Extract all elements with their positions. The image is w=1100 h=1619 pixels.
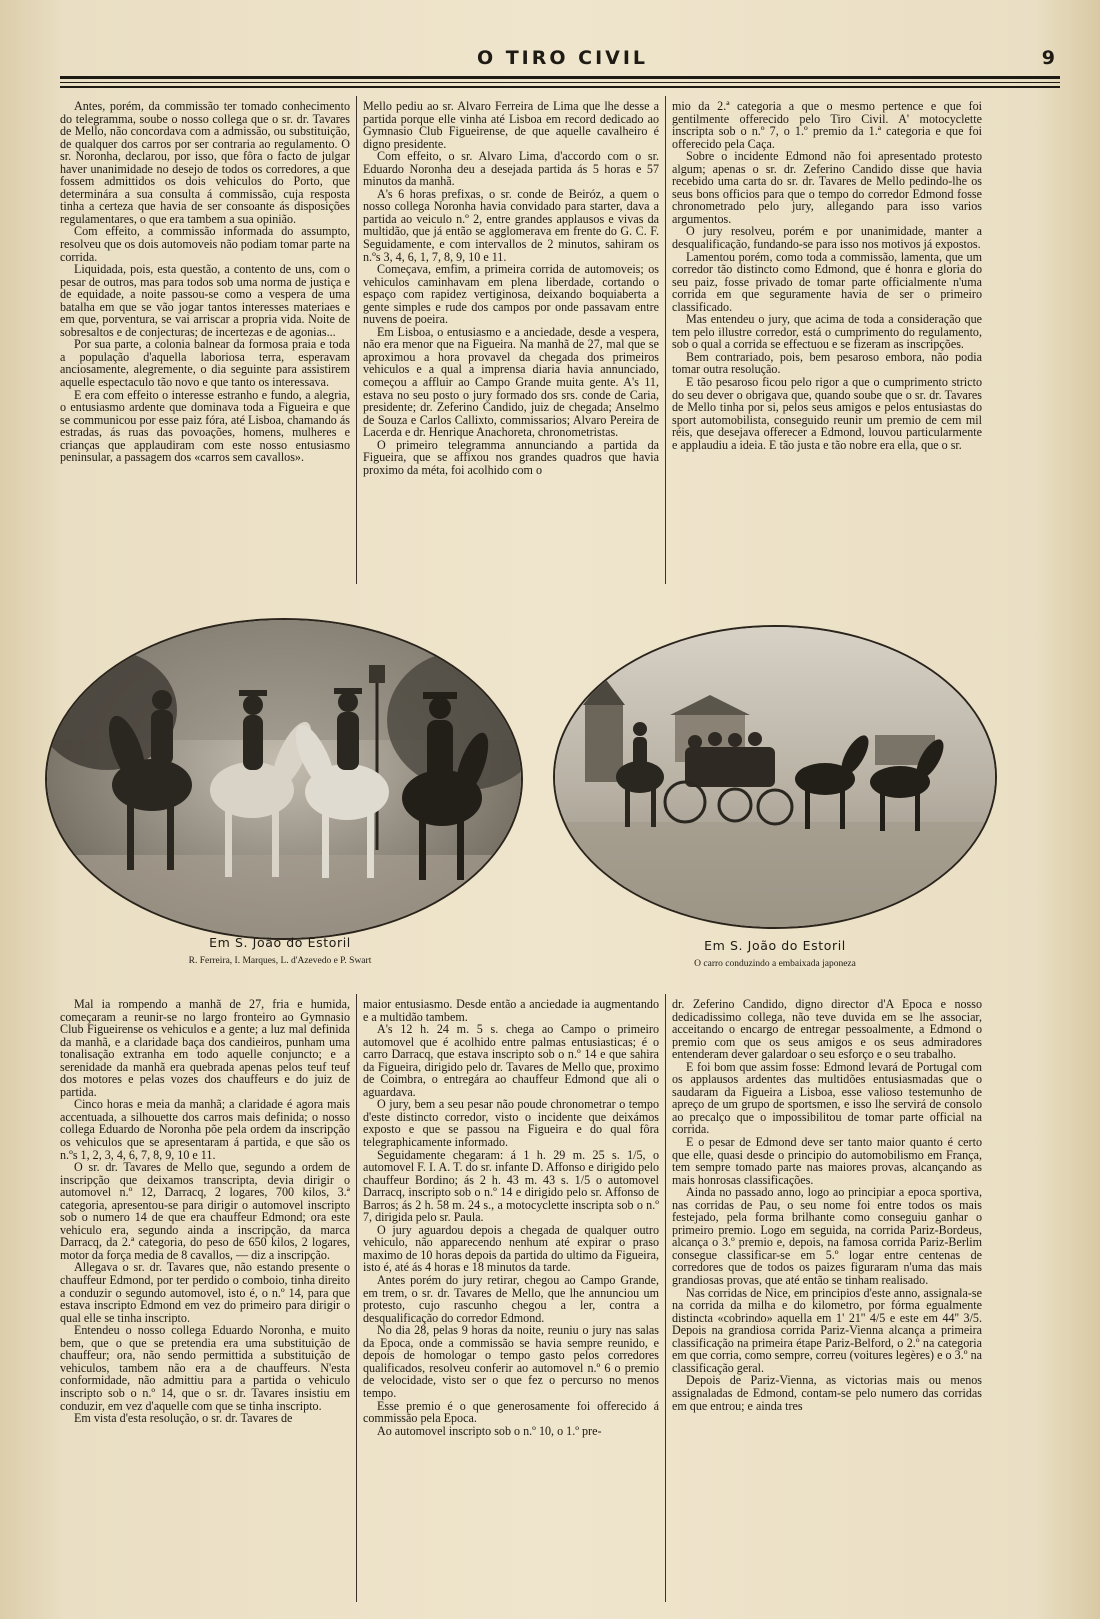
photo-caption-1 bbox=[100, 935, 460, 966]
paragraph: O jury resolveu, porém e por unanimidade, manter a desqualificação, fundando-se para isso nos motivos já expostos. bbox=[672, 224, 982, 252]
paragraph: Nas corridas de Nice, em principios d'este anno, assignala-se na corrida da milha e do kilometro, por fórma egualmente distincta «cobrindo» aquella em 1' 21'' 4/5 e este em 44'' 3/5. Depois na grandiosa corrida Pariz-Vienna alcança a primeira classificação na primeira étape Pariz-Belford, o 2.º na categoria em que corria, como sempre, correu (voitures legères) e o 3.º na classificação geral. bbox=[672, 1285, 982, 1375]
publication-title: O TIRO CIVIL bbox=[476, 47, 649, 69]
paragraph: Antes, porém, da commissão ter tomado conhecimento do telegramma, soube o nosso collega que o sr. dr. Tavares de Mello, não concordava com a admissão, ou substituição, de qualquer dos carros por ser contraria ao regulamento. O sr. Noronha, declarou, por isso, que fôra o facto de julgar haver unanimidade no desejo de todos os corredores, a que fossem admittidos os dois vehiculos do Porto, que determinára a sua consulta á commissão, cuja resposta tinha a certeza que havia de ser consoante ás disposições regulamentares, o que era tambem a sua opinião. bbox=[60, 100, 350, 226]
paragraph: maior entusiasmo. Desde então a anciedade ia augmentando e a multidão tambem. bbox=[363, 998, 659, 1024]
paragraph: A's 6 horas prefixas, o sr. conde de Beiróz, a quem o nosso collega Noronha havia convidado para starter, dava a partida ao veiculo n.º 2, entre grandes applausos e vivas da multidão, que já então se agglomerava em frente do G. C. F. Seguidamente, e com intervallos de 2 minutos, sahiram os n.ºs 3, 4, 6, 1, 7, 8, 9, 10 e 11. bbox=[363, 186, 659, 264]
paragraph: Com effeito, a commissão informada do assumpto, resolveu que os dois automoveis não podiam tomar parte na corrida. bbox=[60, 224, 350, 264]
column-divider bbox=[665, 994, 666, 1602]
paragraph: Esse premio é o que generosamente foi offerecido á commissão pela Epoca. bbox=[363, 1398, 659, 1426]
photo-caption-subtitle: R. Ferreira, I. Marques, L. d'Azevedo e P. Swart bbox=[188, 956, 372, 966]
paragraph: Em Lisboa, o entusiasmo e a anciedade, desde a vespera, não era menor que na Figueira. Na manhã de 27, mal que se aproximou a hora provavel da chegada dos primeiros vehiculos e a qual a imprensa diaria havia annunciado, começou a affluir ao Campo Grande muita gente. A's 11, estava no seu posto o jury formado dos srs. conde de Caria, presidente; dr. Zeferino Candido, juiz de chegada; Anselmo de Souza e Carlos Callixto, commissarios; Alvaro Pereira de Lacerda e dr. Henrique Anachoreta, chronometristas. bbox=[363, 324, 659, 440]
paragraph: A's 12 h. 24 m. 5 s. chega ao Campo o primeiro automovel que é acolhido entre palmas entusiasticas; é o carro Darracq, que estava inscripto sob o n.º 14 e que sahira da Figueira, dirigido pelo dr. Tavares de Mello que, proximo de Coimbra, o entregára ao chauffeur Edmond que ali o aguardava. bbox=[363, 1022, 659, 1099]
paragraph: Seguidamente chegaram: á 1 h. 29 m. 25 s. 1/5, o automovel F. I. A. T. do sr. infante D. Affonso e dirigido pelo chauffeur Bordino; ás 2 h. 43 m. 43 s. 1/5 o automovel Darracq, inscripto sob o n.º 14 e dirigido pelo sr. Affonso de Barros; ás 2 h. 58 m. 24 s., a motocyclette inscripta sob o n.º 7, dirigida pelo sr. Paula. bbox=[363, 1147, 659, 1225]
column-divider bbox=[665, 96, 666, 584]
paragraph: Mas entendeu o jury, que acima de toda a consideração que tem pelo illustre corredor, está o cumprimento do regulamento, sob o qual a corrida se effectuou e se fizeram as inscripções. bbox=[672, 312, 982, 352]
paragraph: Bem contrariado, pois, bem pesaroso embora, não podia tomar outra resolução. bbox=[672, 349, 982, 377]
paragraph: Mello pediu ao sr. Alvaro Ferreira de Lima que lhe desse a partida porque elle vinha até Lisboa em record dedicado ao Gymnasio Club Figueirense, de que aquelle cavalheiro é digno presidente. bbox=[363, 100, 659, 151]
paragraph: Começava, emfim, a primeira corrida de automoveis; os vehiculos caminhavam em plena liberdade, cortando o espaço com rapidez vertiginosa, deixando boquiaberta a gente simples e rude dos campos por onde passavam entre nuvens de poeira. bbox=[363, 262, 659, 327]
top-column-3 bbox=[672, 100, 982, 582]
paragraph: O jury, bem a seu pesar não poude chronometrar o tempo d'este distincto corredor, visto o incidente que deixámos exposto e que se passou na Figueira e do qual fôra telegraphicamente informado. bbox=[363, 1097, 659, 1150]
paragraph: E foi bom que assim fosse: Edmond levará de Portugal com os applausos ardentes das multidões entusiasmadas que o saudaram da Figueira a Lisboa, esse valioso testemunho de apreço de um grupo de sportsmen, e isso lhe servirá de consolo ao precalço que o impossibilitou de tomar parte official na corrida. bbox=[672, 1059, 982, 1137]
header-rule bbox=[60, 82, 1060, 83]
paragraph: O sr. dr. Tavares de Mello que, segundo a ordem de inscripção que deixamos transcripta, devia dirigir o automovel n.º 12, Darracq, 2 logares, 700 kilos, 3.ª categoria, apresentou-se para dirigir o automovel inscripto sob o numero 14 de que era chauffeur Edmond; ora este vehiculo era, segundo ainda a inscripção, da marca Darracq, da 2.ª categoria, do peso de 650 kilos, 2 logares, motor da força media de 8 cavallos, — diz a inscripção. bbox=[60, 1160, 350, 1262]
photo-horsemen-image bbox=[47, 620, 521, 938]
header-rule bbox=[60, 86, 1060, 88]
top-column-1 bbox=[60, 100, 350, 582]
column-divider bbox=[356, 994, 357, 1602]
paragraph: Ao automovel inscripto sob o n.º 10, o 1.º pre- bbox=[377, 1423, 602, 1438]
bottom-column-1 bbox=[60, 998, 350, 1600]
paragraph: E tão pesaroso ficou pelo rigor a que o cumprimento stricto do seu dever o obrigava que, quando soube que o sr. dr. Tavares de Mello tinha por si, pelos seus amigos e pelos entusiastas do sport automobilista, conseguido reunir um premio de cem mil réis, que desejava offerecer a Edmond, louvou particularmente e applaudiu a ideia. E tão justa e tão nobre era ella, que o sr. bbox=[672, 375, 982, 452]
paragraph: Depois de Pariz-Vienna, as victorias mais ou menos assignaladas de Edmond, contam-se pelo numero das corridas em que entrou; e ainda tres bbox=[672, 1373, 982, 1413]
paragraph: Antes porém do jury retirar, chegou ao Campo Grande, em trem, o sr. dr. Tavares de Mello, que lhe annunciou um protesto, cujo rascunho chegou a ler, contra a desqualificação do corredor Edmond. bbox=[363, 1273, 659, 1325]
photo-carriage-image bbox=[555, 627, 995, 927]
paragraph: Por sua parte, a colonia balnear da formosa praia e toda a população d'aquella laboriosa terra, esperavam anciosamente, alegremente, o dia seguinte para assistirem aquelle espectaculo tão novo e que tanto os interessava. bbox=[60, 337, 350, 390]
paragraph: Cinco horas e meia da manhã; a claridade é agora mais accentuada, a silhouette dos carros mais definida; o nosso collega Eduardo de Noronha põe pela ordem da inscripção os vehiculos que se apresentaram á partida, e que são os n.ºs 1, 2, 3, 4, 6, 7, 8, 9, 10 e 11. bbox=[60, 1097, 350, 1162]
paragraph: Ainda no passado anno, logo ao principiar a epoca sportiva, nas corridas de Pau, o seu nome foi entre todos os mais festejado, pela forma brilhante como conseguiu ganhar o primeiro premio. Logo em seguida, na corrida Pariz-Bordeus, alcança o 3.º premio e, depois, na famosa corrida Pariz-Berlim consegue classificar-se em 5.º logar entre centenas de corredores que de todos os paizes figuraram n'uma das mais grandiosas provas, que até então se tinham realisado. bbox=[672, 1185, 982, 1288]
paragraph: Sobre o incidente Edmond não foi apresentado protesto algum; apenas o sr. dr. Zeferino Candido disse que havia recebido uma carta do sr. dr. Tavares de Mello pedindo-lhe os seus bons officios para que o tempo do corredor Edmond fosse chronometrado pelo jury, allegando para isso varios argumentos. bbox=[672, 149, 982, 226]
photo-caption-title: Em S. João do Estoril bbox=[704, 938, 846, 953]
paragraph: Liquidada, pois, esta questão, a contento de uns, com o pesar de outros, mas para todos sob uma norma de justiça e de equidade, a noite passou-se como a vespera de uma batalha em que se vão jogar tantos interesses materiaes e em que, porventura, se vai arriscar a propria vida. Noite de sobresaltos e de conjecturas; de incertezas e de agonias... bbox=[60, 262, 350, 339]
paragraph: Entendeu o nosso collega Eduardo Noronha, e muito bem, que o que se pretendia era uma substituição de chauffeur; ora, não sendo permittida a substituição de vehiculos, tambem não era a de chauffeurs. N'esta conformidade, não admittiu para a partida o vehiculo inscripto sob o n.º 14, que o sr. dr. Tavares insistiu em conduzir, em vez d'aquelle com que se tinha inscripto. bbox=[60, 1323, 350, 1413]
paragraph: E era com effeito o interesse estranho e fundo, a alegria, o entusiasmo ardente que dominava toda a Figueira e que se communicou por esse paiz fóra, até Lisboa, chamando ás estradas, ás ruas das povoações, homens, mulheres e crianças que applaudiram com este nosso entusiasmo peninsular, a passagem dos «carros sem cavallos». bbox=[60, 387, 350, 465]
paragraph: mio da 2.ª categoria a que o mesmo pertence e que foi gentilmente offerecido pelo Tiro Civil. A' motocyclette inscripta sob o n.º 7, o 1.º premio da 1.ª categoria e que foi offerecido pela Caça. bbox=[672, 100, 982, 151]
photo-caption-title: Em S. João do Estoril bbox=[209, 935, 351, 950]
bottom-column-3 bbox=[672, 998, 982, 1600]
paragraph: Com effeito, o sr. Alvaro Lima, d'accordo com o sr. Eduardo Noronha deu a desejada partida ás 5 horas e 57 minutos da manhã. bbox=[363, 149, 659, 189]
paragraph: No dia 28, pelas 9 horas da noite, reuniu o jury nas salas da Epoca, onde a commissão se havia sempre reunido, e depois de homologar o tempo gasto pelos corredores qualificados, resolveu conferir ao automovel n.º 6 o premio de velocidade, visto ser o que fez o percurso no menos tempo. bbox=[363, 1323, 659, 1400]
photo-horsemen bbox=[45, 618, 523, 940]
paragraph: dr. Zeferino Candido, digno director d'A Epoca e nosso dedicadissimo collega, não teve duvida em se lhe associar, acceitando o encargo de entregar pessoalmente, a Edmond o premio com que os seus amigos e os seus admiradores entenderam dever galardoar o seu esforço e o seu trabalho. bbox=[672, 998, 982, 1062]
header-rule bbox=[60, 76, 1060, 79]
paragraph: E o pesar de Edmond deve ser tanto maior quanto é certo que elle, quasi desde o principio do automobilismo em França, tem sempre tomado parte nas maiores provas, alcançando as mais honrosas classificações. bbox=[672, 1135, 982, 1187]
photo-carriage bbox=[553, 625, 997, 929]
photo-caption-subtitle: O carro conduzindo a embaixada japoneza bbox=[694, 959, 856, 969]
photo-caption-2 bbox=[600, 938, 950, 969]
column-divider bbox=[356, 96, 357, 584]
masthead bbox=[60, 44, 1065, 74]
paragraph: O primeiro telegramma annunciando a partida da Figueira, que se affixou nos grandes quadros que havia proximo da méta, foi acolhido com o bbox=[363, 437, 659, 477]
paragraph: Mal ia rompendo a manhã de 27, fria e humida, começaram a reunir-se no largo fronteiro ao Gymnasio Club Figueirense os vehiculos e a gente; a luz mal definida da manhã, e a claridade baça dos candieiros, punham uma tonalisação extranha em todo aquelle conjuncto; e a serenidade da manhã era quebrada apenas pelos teuf teuf dos motores e pelas vozes dos chauffeurs e do juiz de partida. bbox=[60, 998, 350, 1099]
paragraph: Allegava o sr. dr. Tavares que, não estando presente o chauffeur Edmond, por ter perdido o comboio, tinha direito a conduzir o segundo automovel, isto é, o n.º 14, para que estava inscripto Edmond em vez do primeiro para dirigir o qual elle se tinha inscripto. bbox=[60, 1260, 350, 1325]
top-column-2 bbox=[363, 100, 659, 582]
bottom-column-2 bbox=[363, 998, 659, 1600]
paragraph: Em vista d'esta resolução, o sr. dr. Tavares de bbox=[74, 1411, 293, 1426]
paragraph: O jury aguardou depois a chegada de qualquer outro vehiculo, não apparecendo nenhum até expirar o praso maximo de 10 horas depois da partida do ultimo da Figueira, isto é, até ás 4 horas e 18 minutos da tarde. bbox=[363, 1222, 659, 1275]
paragraph: Lamentou porém, como toda a commissão, lamenta, que um corredor tão distincto como Edmond, que é honra e gloria do seu paiz, fosse privado de tomar parte officialmente n'uma corrida em que seguramente havia de ser o primeiro classificado. bbox=[672, 249, 982, 314]
page-number: 9 bbox=[1041, 47, 1055, 69]
